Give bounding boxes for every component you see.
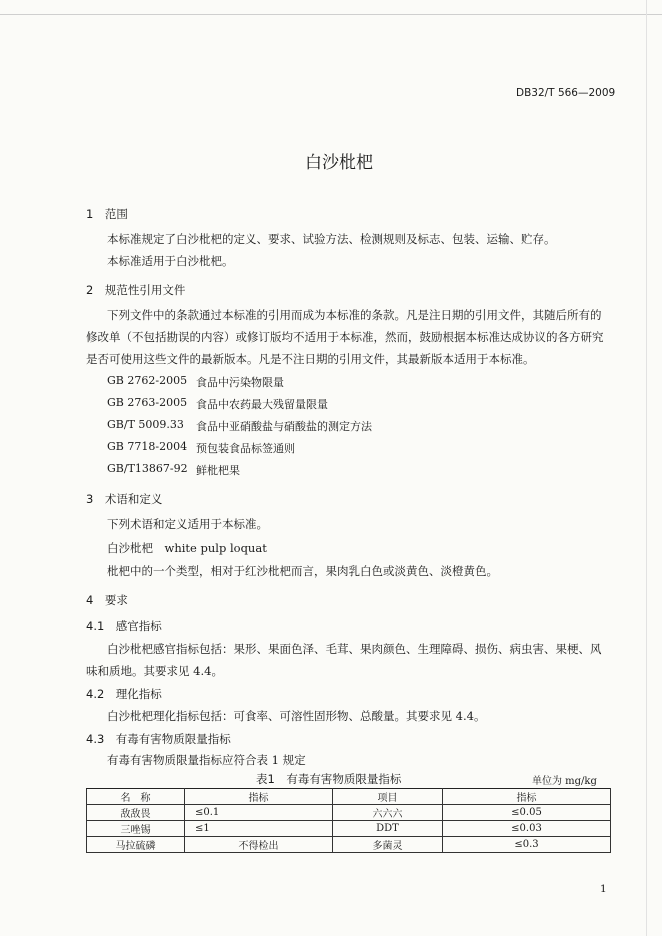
table-cell: 敌敌畏 [87, 805, 185, 821]
reference-title: 鲜枇杷果 [196, 464, 240, 477]
table-cell: 不得检出 [185, 837, 333, 853]
section-4-3-paragraph: 有毒有害物质限量指标应符合表 1 规定 [107, 753, 306, 767]
reference-item [107, 418, 507, 432]
top-edge-line [0, 14, 662, 15]
right-edge-line [646, 0, 647, 936]
reference-title: 预包装食品标签通则 [196, 442, 295, 455]
section-4-1-line-1: 白沙枇杷感官指标包括：果形、果面色泽、毛茸、果肉颜色、生理障碍、损伤、病虫害、果梗、风 [107, 642, 602, 656]
section-3-paragraph: 下列术语和定义适用于本标准。 [107, 517, 268, 531]
section-1-heading: 1 范围 [86, 207, 128, 221]
section-2-line-3: 是否可使用这些文件的最新版本。凡是不注日期的引用文件，其最新版本适用于本标准。 [86, 352, 535, 366]
section-4-heading: 4 要求 [86, 593, 128, 607]
section-4-2-heading: 4.2 理化指标 [86, 687, 162, 701]
section-2-line-1: 下列文件中的条款通过本标准的引用而成为本标准的条款。凡是注日期的引用文件，其随后所有的 [107, 308, 602, 322]
section-4-1-line-2: 味和质地。其要求见 4.4。 [86, 664, 223, 678]
column-header: 指标 [443, 789, 611, 805]
document-title: 白沙枇杷 [305, 153, 373, 173]
table-cell: 马拉硫磷 [87, 837, 185, 853]
standard-code: DB32/T 566—2009 [516, 87, 616, 99]
section-4-1-heading: 4.1 感官指标 [86, 619, 162, 633]
table-cell: ≤0.05 [443, 805, 611, 821]
column-header: 指标 [185, 789, 333, 805]
table-cell: 多菌灵 [333, 837, 443, 853]
reference-title: 食品中农药最大残留量限量 [196, 398, 328, 411]
section-1-paragraph-1: 本标准规定了白沙枇杷的定义、要求、试验方法、检测规则及标志、包装、运输、贮存。 [107, 232, 556, 246]
page-number: 1 [600, 883, 607, 895]
reference-item [107, 462, 507, 476]
table-caption: 表1 有毒有害物质限量指标 [256, 772, 402, 786]
reference-code: GB/T13867-92 [107, 462, 188, 475]
reference-item [107, 374, 507, 388]
reference-title: 食品中亚硝酸盐与硝酸盐的测定方法 [196, 420, 372, 433]
reference-code: GB 2762-2005 [107, 374, 188, 387]
table-cell: ≤0.3 [443, 837, 611, 853]
table-row [87, 837, 611, 853]
section-2-line-2: 修改单（不包括勘误的内容）或修订版均不适用于本标准，然而，鼓励根据本标准达成协议的各方研究 [86, 330, 604, 344]
table-row [87, 805, 611, 821]
table-cell: ≤0.03 [443, 821, 611, 837]
section-1-paragraph-2: 本标准适用于白沙枇杷。 [107, 254, 234, 268]
column-header: 项目 [333, 789, 443, 805]
reference-item [107, 396, 507, 410]
reference-code: GB/T 5009.33 [107, 418, 184, 431]
reference-code: GB 7718-2004 [107, 440, 188, 453]
table-header-row [87, 789, 611, 805]
table-cell: ≤0.1 [185, 805, 333, 821]
toxic-substance-limits-table [86, 788, 611, 853]
term-entry: 白沙枇杷 white pulp loquat [107, 541, 267, 555]
table-cell: DDT [333, 821, 443, 837]
reference-code: GB 2763-2005 [107, 396, 188, 409]
term-definition: 枇杷中的一个类型，相对于红沙枇杷而言，果肉乳白色或淡黄色、淡橙黄色。 [107, 564, 498, 578]
section-4-3-heading: 4.3 有毒有害物质限量指标 [86, 732, 231, 746]
column-header: 名 称 [87, 789, 185, 805]
table-unit: 单位为 mg/kg [532, 776, 597, 787]
reference-item [107, 440, 507, 454]
table-cell: 三唑锡 [87, 821, 185, 837]
table-cell: ≤1 [185, 821, 333, 837]
reference-title: 食品中污染物限量 [196, 376, 284, 389]
section-2-heading: 2 规范性引用文件 [86, 283, 186, 297]
section-4-2-paragraph: 白沙枇杷理化指标包括：可食率、可溶性固形物、总酸量。其要求见 4.4。 [107, 709, 486, 723]
table-row [87, 821, 611, 837]
section-3-heading: 3 术语和定义 [86, 492, 163, 506]
table-cell: 六六六 [333, 805, 443, 821]
